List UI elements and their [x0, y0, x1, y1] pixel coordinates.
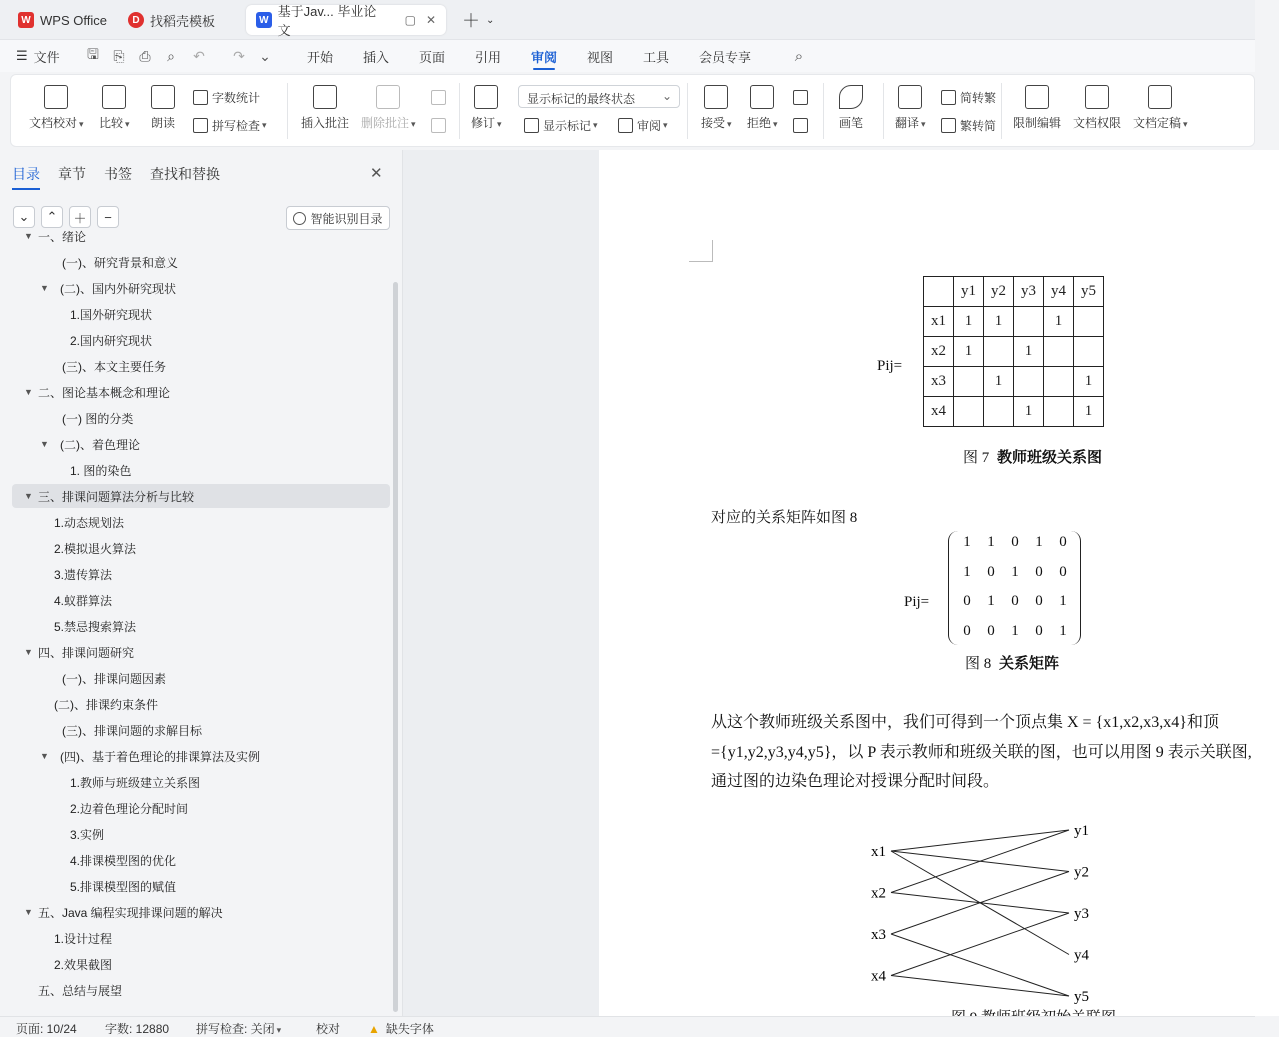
matrix-cell: 1: [1011, 563, 1019, 580]
doc-check-icon: [44, 85, 68, 109]
table-cell: [1014, 307, 1044, 337]
toc-item[interactable]: [12, 822, 390, 846]
reject-label: 拒绝: [747, 116, 772, 130]
graph-node-x: x4: [871, 968, 886, 985]
document-canvas: [403, 150, 1255, 1016]
ribbon-separator: [287, 83, 288, 139]
toc-item[interactable]: [12, 432, 390, 456]
tab-docer-templates[interactable]: [118, 5, 225, 35]
graph-edge: [891, 934, 1069, 996]
table-cell: 1: [1014, 397, 1044, 427]
menu-review[interactable]: 审阅: [531, 46, 557, 66]
doc-check-button[interactable]: 文档校对 ▾: [29, 85, 84, 131]
word-doc-icon: W: [256, 12, 272, 28]
paragraph-line: ={y1,y2,y3,y4,y5}，以 P 表示教师和班级关联的图，也可以用图 9 表示关联图,: [711, 743, 1252, 761]
toc-item[interactable]: [12, 874, 390, 898]
figure-8-title: 关系矩阵: [999, 656, 1060, 672]
relation-table: [923, 276, 1104, 427]
word-count-icon: [193, 90, 208, 105]
document-page: [599, 150, 1279, 1016]
compare-icon: [102, 85, 126, 109]
next-comment-button[interactable]: [431, 116, 450, 134]
toc-item[interactable]: [12, 718, 390, 742]
restrict-edit-icon: [1025, 85, 1049, 109]
toc-item[interactable]: [12, 380, 390, 404]
matrix-cell: 0: [987, 563, 995, 580]
tab-wps-office[interactable]: [8, 5, 117, 35]
table-header-cell: y5: [1074, 277, 1104, 307]
to-traditional-button[interactable]: [941, 88, 996, 106]
figure-7-number: 图 7: [963, 450, 990, 466]
table-cell: x3: [924, 367, 954, 397]
graph-node-x: x1: [871, 844, 886, 860]
save-icon[interactable]: 🖫: [87, 46, 99, 62]
translate-icon: [898, 85, 922, 109]
graph-node-y: y4: [1074, 947, 1089, 964]
export-icon[interactable]: ⎘: [113, 47, 125, 64]
graph-edge: [891, 830, 1069, 851]
toc-item[interactable]: [12, 588, 390, 612]
expand-arrow-icon[interactable]: ▼: [24, 907, 33, 917]
revise-label: 修订: [471, 116, 496, 130]
doc-permission-label: 文档权限: [1073, 116, 1122, 130]
table-cell: [1044, 337, 1074, 367]
matrix-cell: 0: [1059, 563, 1067, 580]
matrix-cell: 1: [963, 563, 971, 580]
graph-node-x: x2: [871, 885, 886, 902]
toc-item-label: (二)、着色理论: [60, 437, 140, 452]
bipartite-graph-figure: [859, 810, 1119, 1020]
next-change-icon: [793, 118, 808, 133]
graph-node-x: x3: [871, 927, 886, 943]
review-pane-label: 审阅: [637, 118, 662, 133]
toc-item-label: 4.蚁群算法: [54, 593, 113, 608]
chevron-down-icon: ⌄: [18, 209, 30, 224]
to-traditional-label: 简转繁: [960, 90, 997, 105]
toc-item[interactable]: [12, 848, 390, 872]
table-cell: [954, 397, 984, 427]
read-aloud-button[interactable]: [151, 85, 175, 131]
smart-toc-icon: [293, 212, 306, 225]
table-cell: [1074, 307, 1104, 337]
toc-item[interactable]: [12, 562, 390, 586]
matrix-cell: 1: [1035, 534, 1043, 550]
matrix-cell: 1: [963, 534, 971, 550]
pen-button[interactable]: [839, 85, 863, 131]
paragraph-vertex-set: [711, 708, 1252, 797]
insert-comment-icon: [313, 85, 337, 109]
toc-scrollbar[interactable]: [393, 282, 398, 1012]
search-icon[interactable]: ⌕: [794, 47, 804, 65]
to-simplified-button[interactable]: [941, 116, 996, 134]
figure-7-caption: [963, 446, 1102, 467]
toc-item-label: 1.教师与班级建立关系图: [70, 775, 201, 790]
toc-item-label: (三)、本文主要任务: [62, 359, 166, 374]
menu-reference[interactable]: 引用: [475, 49, 502, 65]
doc-check-label: 文档校对: [29, 116, 78, 130]
chevron-down-icon[interactable]: ⌄: [259, 47, 271, 64]
toc-item[interactable]: [12, 614, 390, 638]
table-cell: x2: [924, 337, 954, 367]
toc-item[interactable]: [12, 978, 390, 1002]
read-aloud-label: 朗读: [151, 116, 176, 130]
restore-icon[interactable]: ▢: [404, 13, 416, 27]
table-cell: x4: [924, 397, 954, 427]
table-header-cell: y2: [984, 277, 1014, 307]
reject-button[interactable]: 拒绝 ▾: [747, 85, 778, 131]
restrict-edit-button[interactable]: [1013, 85, 1061, 131]
ribbon-separator: [459, 83, 460, 139]
table-cell: 1: [1074, 397, 1104, 427]
new-tab-button[interactable]: [452, 5, 504, 35]
toc-item-label: 2.边着色理论分配时间: [70, 801, 189, 816]
finalize-button[interactable]: 文档定稿 ▾: [1133, 85, 1188, 131]
graph-edges: [891, 830, 1069, 996]
table-cell: [954, 367, 984, 397]
spell-check-status[interactable]: 拼写检查: 关闭 ▾: [196, 1022, 282, 1036]
tab-bar: [0, 0, 1255, 40]
prev-change-icon: [793, 90, 808, 105]
print-preview-icon[interactable]: ⌕: [167, 47, 175, 64]
review-ribbon: [10, 74, 1255, 147]
status-bar: [0, 1016, 1255, 1037]
markup-state-value: 显示标记的最终状态: [527, 92, 636, 106]
menu-tools[interactable]: 工具: [643, 49, 670, 65]
prev-comment-button[interactable]: [431, 88, 450, 106]
table-cell: 1: [1044, 307, 1074, 337]
matrix-cell: 0: [1011, 593, 1019, 609]
traditional-icon: [941, 90, 956, 105]
matrix-cell: 0: [963, 622, 971, 639]
matrix-cell: 0: [987, 622, 995, 639]
toc-item[interactable]: [12, 328, 390, 352]
table-cell: [1044, 397, 1074, 427]
toc-item-label: 2.模拟退火算法: [54, 541, 137, 556]
menu-member[interactable]: 会员专享: [699, 49, 752, 65]
word-count-label: 字数统计: [212, 90, 261, 105]
delete-comment-label: 删除批注: [361, 116, 410, 130]
menu-view[interactable]: 视图: [587, 49, 614, 65]
markup-state-select[interactable]: [518, 85, 680, 108]
matrix-cell: 0: [1011, 534, 1019, 550]
toc-item[interactable]: [12, 224, 390, 248]
toc-item-label: 5.禁忌搜索算法: [54, 619, 137, 634]
pen-icon: [839, 85, 863, 109]
toc-item[interactable]: [12, 640, 390, 664]
page-indicator[interactable]: 页面: 10/24: [16, 1022, 77, 1036]
graph-node-labels: [871, 823, 1090, 1005]
toc-item-label: 2.国内研究现状: [70, 333, 153, 348]
tab-label: WPS Office: [40, 12, 107, 28]
matrix-cell: 0: [1035, 622, 1043, 639]
ribbon-separator: [823, 83, 824, 139]
toc-item[interactable]: [12, 666, 390, 690]
toc-item-label: (一)、排课问题因素: [62, 671, 166, 686]
toc-item-label: 2.效果截图: [54, 957, 113, 972]
menu-insert[interactable]: 插入: [363, 49, 390, 65]
expand-arrow-icon[interactable]: ▼: [40, 283, 49, 293]
file-menu-label: 文件: [33, 49, 60, 65]
toc-item-label: (二)、国内外研究现状: [60, 281, 176, 296]
toc-item[interactable]: [12, 770, 390, 794]
panel-tab-find-replace[interactable]: 查找和替换: [150, 166, 220, 182]
finalize-icon: [1148, 85, 1172, 109]
table-cell: 1: [1014, 337, 1044, 367]
hamburger-icon: ☰: [16, 48, 28, 63]
panel-tab-toc[interactable]: 目录: [12, 166, 40, 182]
missing-font-status[interactable]: [368, 1020, 434, 1037]
pij-label: Pij=: [877, 358, 903, 374]
page-corner-mark: [689, 240, 713, 262]
table-cell: [1014, 367, 1044, 397]
redo-icon[interactable]: ↷: [233, 47, 245, 64]
panel-tab-bookmarks[interactable]: 书签: [104, 166, 132, 182]
expand-arrow-icon[interactable]: ▼: [40, 439, 49, 449]
table-cell: 1: [1074, 367, 1104, 397]
menu-page[interactable]: 页面: [419, 49, 446, 65]
toc-item-label: 一、绪论: [38, 229, 87, 244]
accept-label: 接受: [701, 116, 726, 130]
table-row: [924, 337, 1104, 367]
revise-icon: [474, 85, 498, 109]
toc-item[interactable]: [12, 900, 390, 924]
graph-edge: [891, 913, 1069, 976]
matrix-cell: 0: [963, 593, 971, 609]
expand-arrow-icon[interactable]: ▼: [24, 387, 33, 397]
paragraph-line: 通过图的边染色理论对授课分配时间段。: [711, 773, 1000, 790]
toc-item-label: (一) 图的分类: [62, 411, 134, 426]
menu-start[interactable]: 开始: [307, 49, 334, 65]
toc-item-label: 五、Java 编程实现排课问题的解决: [38, 905, 223, 920]
table-header-cell: y4: [1044, 277, 1074, 307]
expand-arrow-icon[interactable]: ▼: [24, 491, 33, 501]
chevron-down-icon: ⌄: [486, 14, 495, 26]
expand-arrow-icon[interactable]: ▼: [24, 647, 33, 657]
tab-label: 找稻壳模板: [150, 13, 216, 29]
spell-check-label: 拼写检查: [212, 118, 261, 133]
table-cell: 1: [954, 337, 984, 367]
toc-item[interactable]: [12, 276, 390, 300]
toc-item-label: (三)、排课问题的求解目标: [62, 723, 202, 738]
toc-item[interactable]: [12, 250, 390, 274]
pij-matrix-label: Pij=: [904, 594, 930, 610]
undo-icon[interactable]: ↶: [193, 47, 205, 64]
chevron-up-icon: ⌃: [46, 209, 58, 224]
table-row: [924, 367, 1104, 397]
figure-7-title: 教师班级关系图: [997, 450, 1103, 466]
wps-logo-icon: W: [18, 12, 34, 28]
toc-item[interactable]: [12, 692, 390, 716]
docer-icon: D: [128, 12, 144, 28]
table-cell: [984, 397, 1014, 427]
toc-item-label: 4.排课模型图的优化: [70, 853, 177, 868]
proof-status[interactable]: 校对: [316, 1022, 341, 1036]
graph-node-y: y2: [1074, 864, 1089, 881]
toc-item[interactable]: [12, 302, 390, 326]
show-markup-label: 显示标记: [543, 118, 592, 133]
chevron-down-icon: ⌄: [661, 89, 672, 103]
navigation-panel: [0, 150, 403, 1016]
figure-8-number: 图 8: [965, 656, 992, 672]
plus-icon: ＋: [462, 11, 480, 31]
table-cell: [984, 337, 1014, 367]
table-header-cell: y3: [1014, 277, 1044, 307]
table-cell: x1: [924, 307, 954, 337]
warning-icon: ▲: [368, 1022, 380, 1036]
matrix-cell: 1: [1059, 622, 1067, 639]
accept-button[interactable]: 接受 ▾: [701, 85, 732, 131]
spell-check-icon: [193, 118, 208, 133]
finalize-label: 文档定稿: [1133, 116, 1182, 130]
toc-item-label: 1.设计过程: [54, 931, 113, 946]
table-cell: [1074, 337, 1104, 367]
toc-item-label: (一)、研究背景和意义: [62, 255, 178, 270]
toc-item-label: 1.国外研究现状: [70, 307, 153, 322]
compare-label: 比较: [99, 116, 124, 130]
toc-item[interactable]: [12, 510, 390, 534]
toc-item-label: 五、总结与展望: [38, 983, 123, 998]
expand-arrow-icon[interactable]: ▼: [40, 751, 49, 761]
toc-item-label: 5.排课模型图的赋值: [70, 879, 177, 894]
table-cell: 1: [984, 307, 1014, 337]
table-cell: 1: [954, 307, 984, 337]
graph-edge: [891, 976, 1069, 997]
figure-8-caption: [965, 652, 1059, 673]
file-menu[interactable]: [16, 46, 60, 66]
graph-edge: [891, 830, 1069, 893]
to-simplified-label: 繁转简: [960, 118, 997, 133]
matrix-cell: 0: [1059, 534, 1067, 550]
toc-item[interactable]: [12, 484, 390, 508]
read-aloud-icon: [151, 85, 175, 109]
doc-permission-icon: [1085, 85, 1109, 109]
word-count-button[interactable]: [193, 88, 260, 106]
insert-comment-button[interactable]: [301, 85, 349, 131]
delete-comment-button[interactable]: 删除批注 ▾: [361, 85, 416, 131]
revise-button[interactable]: 修订 ▾: [471, 85, 502, 131]
print-icon[interactable]: ⎙: [139, 47, 151, 64]
insert-comment-label: 插入批注: [301, 116, 350, 130]
tab-label: 基于Jav... 毕业论文: [277, 4, 377, 38]
toc-item-label: (二)、排课约束条件: [54, 697, 158, 712]
ribbon-separator: [1001, 83, 1002, 139]
toc-item[interactable]: [12, 458, 390, 482]
toc-item[interactable]: [12, 744, 390, 768]
smart-toc-label: 智能识别目录: [310, 211, 383, 226]
word-count-status[interactable]: 字数: 12880: [105, 1022, 170, 1036]
show-markup-button[interactable]: 显示标记 ▾: [524, 116, 598, 134]
toc-item-label: 1. 图的染色: [70, 463, 132, 478]
toc-item[interactable]: [12, 536, 390, 560]
close-tab-icon[interactable]: ✕: [425, 13, 436, 27]
spell-check-button[interactable]: 拼写检查 ▾: [193, 116, 267, 134]
graph-node-y: y3: [1074, 906, 1089, 922]
compare-button[interactable]: 比较 ▾: [99, 85, 130, 131]
table-row: [924, 307, 1104, 337]
matrix-cell: 1: [1059, 593, 1067, 609]
minus-icon: −: [104, 209, 112, 225]
matrix-cell: 1: [987, 593, 995, 609]
next-change-button[interactable]: [793, 116, 812, 134]
toc-item-label: 3.实例: [70, 827, 105, 842]
translate-button[interactable]: 翻译 ▾: [895, 85, 926, 131]
toc-item[interactable]: [12, 952, 390, 976]
review-pane-icon: [618, 118, 633, 133]
delete-comment-icon: [376, 85, 400, 109]
translate-label: 翻译: [895, 116, 920, 130]
toc-item[interactable]: [12, 796, 390, 820]
table-header-cell: y1: [954, 277, 984, 307]
panel-tab-chapters[interactable]: 章节: [58, 166, 86, 182]
show-markup-icon: [524, 118, 539, 133]
table-header-cell: [924, 277, 954, 307]
reject-icon: [750, 85, 774, 109]
toc-item-label: 三、排课问题算法分析与比较: [38, 489, 195, 504]
table-row: [924, 397, 1104, 427]
toc-item-label: 二、图论基本概念和理论: [38, 385, 171, 400]
toc-item-label: 3.遗传算法: [54, 567, 113, 582]
paragraph-line: 从这个教师班级关系图中，我们可得到一个顶点集 X = {x1,x2,x3,x4}和顶: [711, 714, 1219, 731]
graph-node-y: y5: [1074, 989, 1089, 1005]
toc-item[interactable]: [12, 354, 390, 378]
menu-bar: [0, 40, 1255, 72]
ribbon-separator: [883, 83, 884, 139]
missing-font-label: 缺失字体: [385, 1022, 434, 1036]
prev-comment-icon: [431, 90, 446, 105]
ribbon-separator: [687, 83, 688, 139]
graph-node-y: y1: [1074, 823, 1089, 839]
matrix-cell: 1: [1011, 622, 1019, 639]
tab-document[interactable]: [246, 4, 446, 38]
accept-icon: [704, 85, 728, 109]
close-panel-icon[interactable]: ✕: [370, 165, 383, 182]
table-cell: [1044, 367, 1074, 397]
toc-item-label: 四、排课问题研究: [38, 645, 135, 660]
plus-icon: ＋: [73, 210, 87, 226]
matrix-cell: 1: [987, 534, 995, 550]
toc-item[interactable]: [12, 926, 390, 950]
restrict-edit-label: 限制编辑: [1013, 116, 1062, 130]
pen-label: 画笔: [839, 116, 864, 130]
toc-list: [0, 229, 392, 1016]
review-pane-button[interactable]: 审阅 ▾: [618, 116, 668, 134]
simplified-icon: [941, 118, 956, 133]
spell-status-label: 拼写检查: 关闭: [196, 1022, 275, 1036]
prev-change-button[interactable]: [793, 88, 812, 106]
toc-item-label: (四)、基于着色理论的排课算法及实例: [60, 749, 260, 764]
toc-item[interactable]: [12, 406, 390, 430]
matrix-cell: 0: [1035, 563, 1043, 580]
toc-item-label: 1.动态规划法: [54, 515, 125, 530]
table-cell: 1: [984, 367, 1014, 397]
doc-permission-button[interactable]: [1073, 85, 1121, 131]
matrix-cell: 0: [1035, 593, 1043, 609]
expand-arrow-icon[interactable]: ▼: [24, 231, 33, 241]
next-comment-icon: [431, 118, 446, 133]
paragraph-matrix-intro: 对应的关系矩阵如图 8: [711, 510, 858, 526]
graph-edge: [891, 872, 1069, 935]
